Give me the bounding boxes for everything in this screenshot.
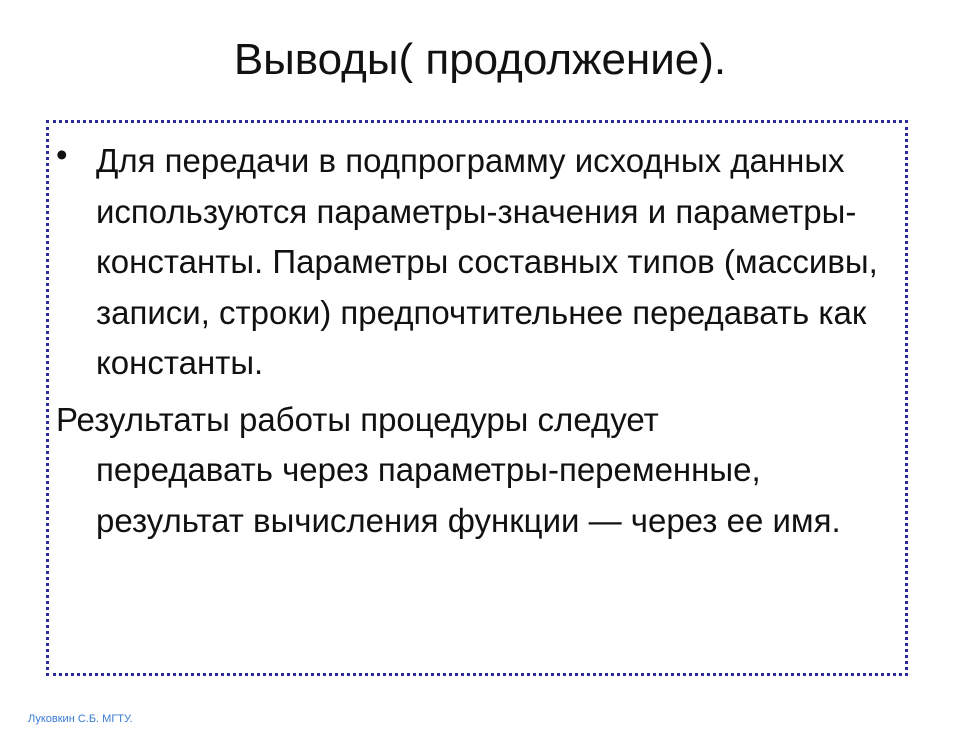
- result-paragraph-rest: передавать через параметры-переменные, результат вычисления функции — через ее имя.: [96, 451, 841, 539]
- footer-author: Луковкин С.Б. МГТУ.: [28, 713, 133, 725]
- bullet-dot-icon: •: [56, 136, 68, 173]
- bullet-text: Для передачи в подпрограмму исходных данных используются параметры-значения и параметры-константы. Параметры составных типов (массивы, записи, строки) предпочтительнее передавать как константы.: [96, 142, 878, 381]
- result-paragraph: [56, 395, 906, 547]
- result-paragraph-first-line: Результаты работы процедуры следует: [56, 400, 659, 438]
- content-body: [56, 136, 906, 546]
- slide-title: Выводы( продолжение).: [233, 35, 727, 84]
- bullet-item: [56, 136, 906, 389]
